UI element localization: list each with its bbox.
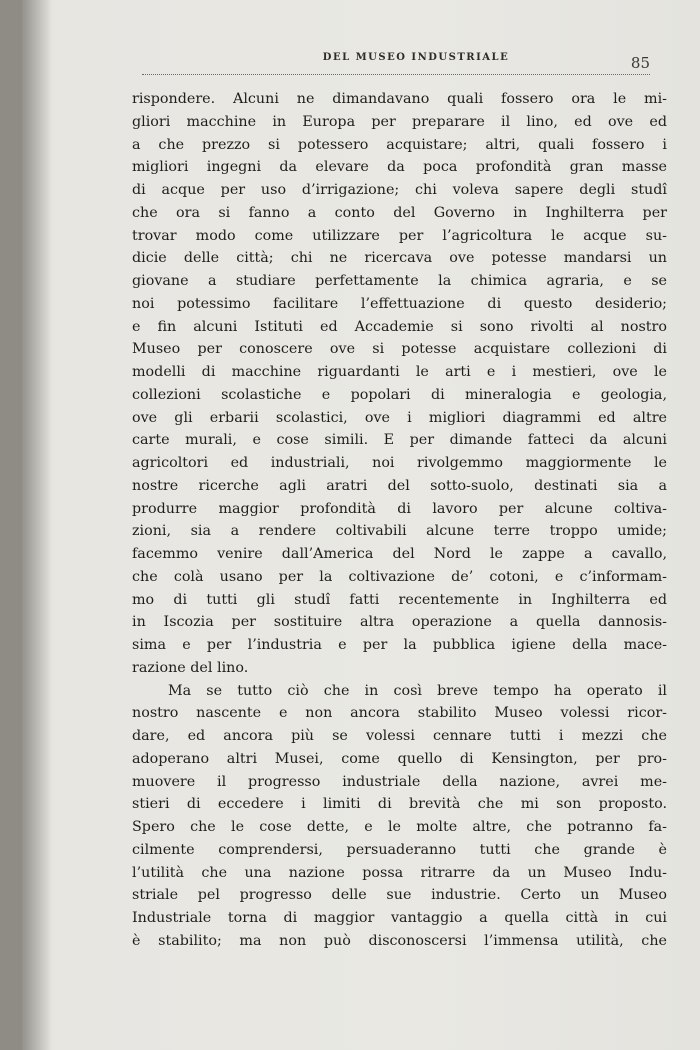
text-line: rispondere. Alcuni ne dimandavano quali fossero ora le mi- xyxy=(132,91,667,107)
text-line: stieri di eccedere i limiti di brevità che mi son proposto. xyxy=(132,796,667,813)
text-line: Spero che le cose dette, e le molte altre, che potranno fa- xyxy=(132,819,667,835)
text-line: trovar modo come utilizzare per l’agricoltura le acque su- xyxy=(132,227,667,244)
text-line: a che prezzo si potessero acquistare; altri, quali fossero i xyxy=(132,136,667,153)
text-line: muovere il progresso industriale della nazione, avrei me- xyxy=(132,773,667,790)
text-line: collezioni scolastiche e popolari di mineralogia e geologia, xyxy=(132,386,667,403)
text-line: di acque per uso d’irrigazione; chi voleva sapere degli studî xyxy=(132,182,667,198)
text-line: Industriale torna di maggior vantaggio a quella città in cui xyxy=(132,910,667,926)
book-page xyxy=(22,0,700,1050)
text-line: mo di tutti gli studî fatti recentemente in Inghilterra ed xyxy=(132,591,667,608)
text-line: nostre ricerche agli aratri del sotto-suolo, destinati sia a xyxy=(132,477,667,494)
paragraph-first-line: Ma se tutto ciò che in così breve tempo ha operato il xyxy=(168,682,667,699)
text-line: gliori macchine in Europa per preparare il lino, ed ove ed xyxy=(132,113,667,130)
spine-shadow xyxy=(22,0,52,1050)
text-line: zioni, sia a rendere coltivabili alcune terre troppo umide; xyxy=(132,523,667,540)
text-line: nostro nascente e non ancora stabilito Museo volessi ricor- xyxy=(132,705,667,722)
text-line: dicie delle città; chi ne ricercava ove potesse mandarsi un xyxy=(132,250,667,267)
text-line: ove gli erbarii scolastici, ove i migliori diagrammi ed altre xyxy=(132,409,667,426)
text-line: carte murali, e cose simili. E per dimande fatteci da alcuni xyxy=(132,432,667,449)
text-line: è stabilito; ma non può disconoscersi l’immensa utilità, che xyxy=(132,932,667,949)
text-line: noi potessimo facilitare l’effettuazione di questo desiderio; xyxy=(132,295,667,312)
text-line: e fin alcuni Istituti ed Accademie si sono rivolti al nostro xyxy=(132,318,667,335)
text-line: adoperano altri Musei, come quello di Kensington, per pro- xyxy=(132,750,667,767)
text-line: migliori ingegni da elevare da poca profondità gran masse xyxy=(132,159,667,176)
text-line: sima e per l’industria e per la pubblica igiene della mace- xyxy=(132,637,667,653)
running-head xyxy=(142,44,650,75)
text-line: giovane a studiare perfettamente la chimica agraria, e se xyxy=(132,273,667,289)
text-line: l’utilità che una nazione possa ritrarre da un Museo Indu- xyxy=(132,864,667,881)
page-number: 85 xyxy=(630,54,650,72)
text-line: produrre maggior profondità di lavoro per alcune coltiva- xyxy=(132,500,667,517)
text-line: in Iscozia per sostituire altra operazione a quella dannosis- xyxy=(132,614,667,631)
text-line: che ora si fanno a conto del Governo in Inghilterra per xyxy=(132,204,667,221)
text-line: facemmo venire dall’America del Nord le zappe a cavallo, xyxy=(132,546,667,562)
text-line: dare, ed ancora più se volessi cennare tutti i mezzi che xyxy=(132,728,667,744)
text-line: che colà usano per la coltivazione de’ cotoni, e c’informam- xyxy=(132,568,667,585)
paragraph-last-line: razione del lino. xyxy=(132,659,249,676)
text-line: modelli di macchine riguardanti le arti e i mestieri, ove le xyxy=(132,364,667,380)
running-title: DEL MUSEO INDUSTRIALE xyxy=(322,52,510,63)
text-line: agricoltori ed industriali, noi rivolgemmo maggiormente le xyxy=(132,455,667,471)
text-line: cilmente comprendersi, persuaderanno tutti che grande è xyxy=(132,841,667,858)
text-line: Museo per conoscere ove si potesse acquistare collezioni di xyxy=(132,341,667,358)
body-text xyxy=(132,88,667,953)
text-line: striale pel progresso delle sue industrie. Certo un Museo xyxy=(132,887,667,904)
